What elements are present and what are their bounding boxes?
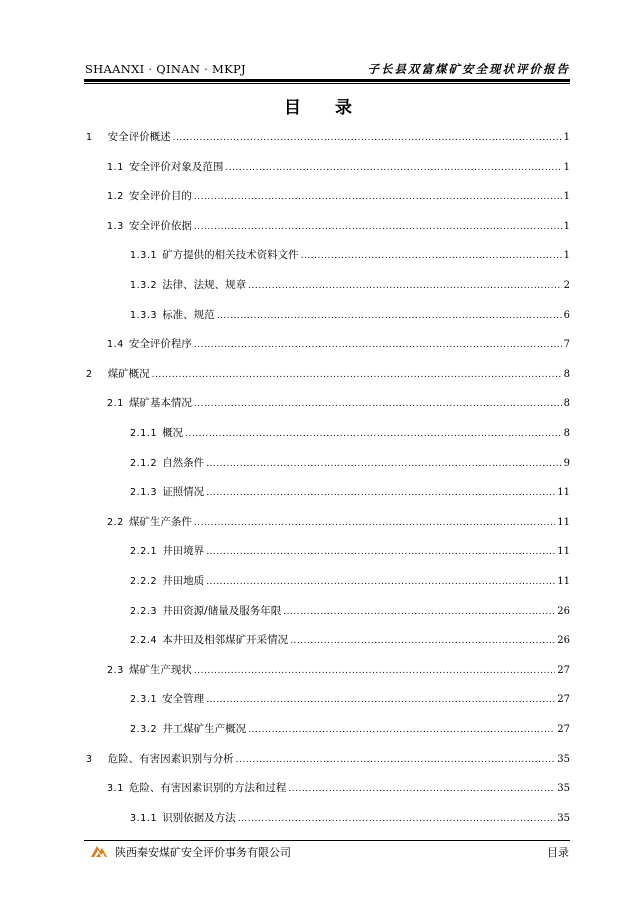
toc-entry-number: 2.2 — [107, 516, 124, 528]
toc-entry-number: 1.1 — [107, 161, 124, 173]
toc-leader-dots — [206, 542, 555, 562]
toc-leader-dots — [283, 602, 555, 622]
header-right-title: 子长县双富煤矿安全现状评价报告 — [367, 62, 570, 76]
toc-entry-page: 8 — [563, 428, 570, 439]
toc-entry-title: 矿方提供的相关技术资料文件 — [162, 249, 299, 262]
toc-entry-title: 安全评价对象及范围 — [128, 160, 224, 173]
toc-entry-page: 9 — [563, 457, 570, 469]
toc-entry[interactable] — [107, 393, 570, 413]
toc-leader-dots — [173, 128, 562, 148]
toc-entry-number: 1.3 — [107, 220, 124, 232]
toc-entry[interactable] — [130, 689, 570, 709]
toc-entry-title: 法律、法规、规章 — [162, 279, 247, 291]
toc-entry-title: 煤矿概况 — [107, 367, 150, 380]
toc-entry-number: 1.3.1 — [130, 250, 158, 262]
toc-leader-dots — [185, 424, 561, 444]
toc-entry-page: 35 — [557, 812, 570, 824]
toc-entry[interactable] — [130, 245, 570, 265]
toc-entry[interactable] — [86, 127, 570, 147]
toc-entry[interactable] — [107, 512, 570, 532]
toc-entry-number: 1.4 — [107, 339, 124, 351]
toc-entry-title: 证照情况 — [162, 486, 205, 499]
toc-entry-page: 11 — [557, 516, 570, 528]
header-rule-thin — [84, 83, 570, 84]
company-logo-icon — [90, 844, 108, 858]
toc-entry-page: 1 — [563, 161, 570, 173]
toc-entry[interactable] — [130, 541, 570, 561]
toc-entry[interactable] — [130, 305, 570, 325]
toc-entry-title: 煤矿基本情况 — [128, 397, 192, 410]
toc-entry-number: 2.3 — [107, 664, 124, 676]
toc-entry[interactable] — [107, 186, 570, 206]
toc-entry-number: 2.2.3 — [130, 605, 158, 617]
toc-entry-page: 35 — [557, 783, 570, 795]
toc-entry-page: 27 — [557, 724, 570, 735]
toc-leader-dots — [206, 572, 555, 592]
toc-leader-dots — [248, 720, 555, 740]
toc-entry-page: 8 — [563, 368, 570, 380]
toc-entry-title: 危险、有害因素识别与分析 — [107, 752, 234, 765]
header-rule-thick — [84, 79, 570, 82]
toc-entry-title: 识别依据及方法 — [162, 811, 236, 824]
toc-entry-title: 安全评价依据 — [128, 219, 192, 232]
toc-entry[interactable] — [86, 364, 570, 384]
toc-leader-dots — [290, 631, 555, 651]
toc-entry-number: 2.3.1 — [130, 694, 158, 706]
toc-entry-title: 危险、有害因素识别的方法和过程 — [128, 782, 287, 795]
toc-entry-number: 3.1.1 — [130, 812, 158, 824]
toc-leader-dots — [206, 454, 561, 474]
footer-company-name: 陕西秦安煤矿安全评价事务有限公司 — [115, 846, 291, 859]
toc-leader-dots — [301, 246, 562, 266]
toc-leader-dots — [206, 690, 555, 710]
toc-leader-dots — [194, 394, 562, 414]
toc-entry-page: 2 — [563, 280, 570, 291]
toc-entry-title: 煤矿生产条件 — [128, 515, 192, 528]
toc-entry-title: 井工煤矿生产概况 — [162, 723, 247, 735]
toc-entry[interactable] — [130, 808, 570, 828]
toc-entry-page: 26 — [557, 635, 570, 647]
toc-entry-title: 标准、规范 — [162, 308, 215, 321]
footer-rule — [84, 840, 570, 841]
toc-entry-title: 安全管理 — [162, 693, 205, 706]
toc-entry-number: 3.1 — [107, 783, 124, 795]
toc-leader-dots — [238, 809, 556, 829]
toc-entry-number: 2.1.1 — [130, 428, 158, 439]
toc-leader-dots — [194, 217, 562, 237]
toc-entry-number: 2.1.2 — [130, 457, 158, 469]
toc-entry-title: 安全评价概述 — [107, 131, 171, 143]
toc-entry-number: 1 — [86, 132, 93, 143]
toc-leader-dots — [206, 483, 555, 503]
toc-entry[interactable] — [130, 453, 570, 473]
toc-entry[interactable] — [130, 601, 570, 621]
toc-entry-number: 3 — [86, 753, 93, 765]
toc-leader-dots — [152, 365, 562, 385]
toc-entry-number: 1.2 — [107, 191, 124, 203]
toc-entry-number: 1.3.3 — [130, 309, 158, 321]
toc-entry-number: 2 — [86, 368, 93, 380]
toc-entry-number: 2.2.1 — [130, 546, 158, 558]
footer-section-label: 目录 — [547, 846, 569, 859]
toc-leader-dots — [217, 306, 562, 326]
toc-leader-dots — [225, 158, 561, 178]
toc-entry[interactable] — [107, 216, 570, 236]
toc-entry-title: 煤矿生产现状 — [128, 663, 192, 676]
toc-entry-page: 26 — [557, 605, 570, 617]
toc-entry[interactable] — [130, 275, 570, 295]
toc-entry-number: 2.2.2 — [130, 576, 158, 587]
toc-leader-dots — [248, 276, 561, 296]
toc-entry-page: 1 — [563, 132, 570, 143]
toc-entry-page: 8 — [563, 398, 570, 410]
toc-entry[interactable] — [130, 423, 570, 443]
toc-entry-title: 安全评价程序 — [128, 338, 192, 351]
toc-entry-number: 2.2.4 — [130, 635, 158, 647]
toc-entry[interactable] — [107, 778, 570, 798]
toc-leader-dots — [288, 779, 555, 799]
toc-entry[interactable] — [107, 334, 570, 354]
toc-leader-dots — [194, 661, 555, 681]
toc-entry-page: 7 — [563, 339, 570, 351]
toc-entry[interactable] — [130, 571, 570, 591]
toc-leader-dots — [236, 750, 556, 770]
toc-entry[interactable] — [130, 482, 570, 502]
toc-entry[interactable] — [107, 157, 570, 177]
toc-leader-dots — [194, 513, 555, 533]
toc-entry-page: 1 — [563, 191, 570, 203]
header-left-text: SHAANXI · QINAN · MKPJ — [85, 62, 246, 76]
toc-entry-title: 井田境界 — [162, 545, 205, 558]
toc-leader-dots — [194, 187, 562, 207]
toc-entry-page: 1 — [563, 250, 570, 262]
toc-entry-page: 35 — [557, 753, 570, 765]
toc-entry[interactable] — [107, 660, 570, 680]
toc-entry-title: 本井田及相邻煤矿开采情况 — [162, 634, 289, 647]
toc-title: 目 录 — [284, 98, 366, 118]
toc-leader-dots — [194, 335, 562, 355]
toc-entry-page: 1 — [563, 220, 570, 232]
toc-entry-number: 2.1 — [107, 398, 124, 410]
toc-entry-page: 11 — [557, 487, 570, 499]
toc-entry-number: 1.3.2 — [130, 280, 158, 291]
toc-entry-title: 安全评价目的 — [128, 190, 192, 203]
toc-entry-page: 11 — [557, 546, 570, 558]
toc-entry-title: 井田资源/储量及服务年限 — [162, 604, 282, 617]
toc-entry[interactable] — [130, 719, 570, 739]
toc-entry-page: 11 — [557, 576, 570, 587]
toc-entry-number: 2.1.3 — [130, 487, 158, 499]
toc-entry-page: 27 — [557, 694, 570, 706]
toc-entry[interactable] — [130, 630, 570, 650]
toc-entry-number: 2.3.2 — [130, 724, 158, 735]
toc-entry-title: 井田地质 — [162, 575, 205, 587]
toc-entry[interactable] — [86, 749, 570, 769]
toc-entry-title: 概况 — [162, 427, 184, 439]
toc-entry-page: 6 — [563, 309, 570, 321]
toc-entry-page: 27 — [557, 664, 570, 676]
toc-entry-title: 自然条件 — [162, 456, 205, 469]
